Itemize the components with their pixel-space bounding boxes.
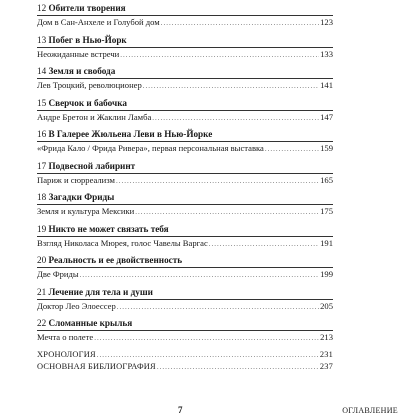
- chapter-title-line: [37, 192, 333, 205]
- chapter-title: Побег в Нью-Йорк: [48, 34, 127, 45]
- chapter-subtitle: Доктор Лео Элоессер: [37, 300, 116, 311]
- chapter-subtitle-line: [37, 206, 333, 218]
- chapter-number: 18: [37, 192, 47, 202]
- backmatter-page: 237: [319, 362, 333, 371]
- backmatter-page: 231: [319, 350, 333, 359]
- chapter-subtitle-line: [37, 332, 333, 344]
- chapter-title: Загадки Фриды: [48, 192, 115, 202]
- backmatter-label: ХРОНОЛОГИЯ: [37, 350, 96, 359]
- backmatter-list: [37, 349, 333, 373]
- chapter-entry: [37, 129, 333, 161]
- dot-leader: [161, 18, 319, 29]
- chapter-subtitle-line: [37, 143, 333, 155]
- chapter-subtitle-line: [37, 17, 333, 29]
- chapter-title: Обители творения: [48, 3, 126, 13]
- chapter-subtitle: Мечта о полете: [37, 332, 94, 342]
- chapter-subtitle: «Фрида Кало / Фрида Ривера», первая персональная выставка: [37, 143, 264, 153]
- chapter-title-line: [37, 98, 333, 111]
- backmatter-item: [37, 361, 333, 373]
- chapter-number: 22: [37, 318, 47, 328]
- chapter-page: 147: [320, 111, 333, 122]
- chapter-title-line: [37, 224, 333, 237]
- chapter-entry: [37, 255, 333, 287]
- chapter-title: Никто не может связать тебя: [48, 223, 169, 234]
- chapter-title: Сверчок и бабочка: [48, 97, 127, 108]
- chapter-number: 17: [37, 160, 47, 171]
- page-number: 7: [178, 405, 183, 415]
- chapter-subtitle: Неожиданные встречи: [37, 48, 120, 59]
- chapter-entry: [37, 318, 333, 350]
- chapter-number: 14: [37, 66, 47, 76]
- backmatter-label: ОСНОВНАЯ БИБЛИОГРАФИЯ: [37, 362, 156, 371]
- chapter-subtitle-line: [37, 301, 333, 313]
- chapter-title: Реальность и ее двойственность: [48, 255, 183, 265]
- dot-leader: [135, 207, 319, 218]
- chapter-page: 159: [320, 143, 333, 153]
- chapter-number: 12: [37, 3, 47, 13]
- chapter-title-line: [37, 3, 333, 16]
- chapter-page: 141: [320, 80, 333, 90]
- chapter-subtitle-line: [37, 269, 333, 281]
- chapter-page: 123: [320, 17, 333, 27]
- chapter-title-line: [37, 287, 333, 300]
- chapter-subtitle-line: [37, 175, 333, 187]
- chapter-entry: [37, 35, 333, 67]
- chapter-title-line: [37, 318, 333, 331]
- chapter-number: 19: [37, 223, 47, 234]
- chapter-page: 199: [320, 269, 333, 279]
- dot-leader: [116, 176, 319, 187]
- dot-leader: [265, 144, 319, 155]
- chapter-title: Подвесной лабиринт: [48, 160, 136, 171]
- chapter-subtitle-line: [37, 112, 333, 124]
- dot-leader: [209, 239, 319, 250]
- chapter-number: 13: [37, 34, 47, 45]
- dot-leader: [80, 270, 319, 281]
- chapter-entry: [37, 224, 333, 256]
- chapter-subtitle: Андре Бретон и Жаклин Ламба: [37, 111, 152, 122]
- dot-leader: [94, 333, 319, 344]
- dot-leader: [117, 302, 319, 313]
- chapter-subtitle-line: [37, 80, 333, 92]
- chapter-page: 133: [320, 48, 333, 59]
- chapter-page: 213: [320, 332, 333, 342]
- chapter-page: 205: [320, 300, 333, 311]
- chapter-title: Земля и свобода: [48, 66, 116, 76]
- dot-leader: [152, 113, 319, 124]
- chapter-subtitle-line: [37, 49, 333, 61]
- chapter-number: 15: [37, 97, 47, 108]
- chapter-page: 191: [320, 237, 333, 248]
- dot-leader: [157, 362, 319, 373]
- chapter-subtitle: Париж и сюрреализм: [37, 174, 115, 185]
- running-title: ОГЛАВЛЕНИЕ: [342, 406, 398, 415]
- dot-leader: [97, 350, 319, 361]
- chapter-title: В Галерее Жюльена Леви в Нью-Йорке: [48, 129, 213, 139]
- chapter-number: 16: [37, 129, 47, 139]
- chapter-entry: [37, 161, 333, 193]
- chapter-title-line: [37, 161, 333, 174]
- chapter-entry: [37, 3, 333, 35]
- chapter-title-line: [37, 66, 333, 79]
- dot-leader: [143, 81, 319, 92]
- table-of-contents: [37, 3, 333, 350]
- chapter-number: 21: [37, 286, 47, 297]
- chapter-title: Сломанные крылья: [48, 318, 133, 328]
- chapter-subtitle: Лев Троцкий, революционер: [37, 80, 142, 90]
- dot-leader: [120, 50, 319, 61]
- chapter-title-line: [37, 129, 333, 142]
- chapter-title-line: [37, 35, 333, 48]
- chapter-subtitle: Взгляд Николаса Мюрея, голос Чавелы Варгас: [37, 237, 208, 248]
- chapter-title: Лечение для тела и души: [48, 286, 153, 297]
- chapter-title-line: [37, 255, 333, 268]
- chapter-entry: [37, 66, 333, 98]
- chapter-subtitle: Дом в Сан-Анхеле и Голубой дом: [37, 17, 160, 27]
- chapter-entry: [37, 98, 333, 130]
- chapter-subtitle-line: [37, 238, 333, 250]
- chapter-number: 20: [37, 255, 47, 265]
- chapter-entry: [37, 192, 333, 224]
- backmatter-item: [37, 349, 333, 361]
- chapter-subtitle: Две Фриды: [37, 269, 79, 279]
- chapter-subtitle: Земля и культура Мексики: [37, 206, 135, 216]
- chapter-page: 175: [320, 206, 333, 216]
- chapter-page: 165: [320, 174, 333, 185]
- chapter-entry: [37, 287, 333, 319]
